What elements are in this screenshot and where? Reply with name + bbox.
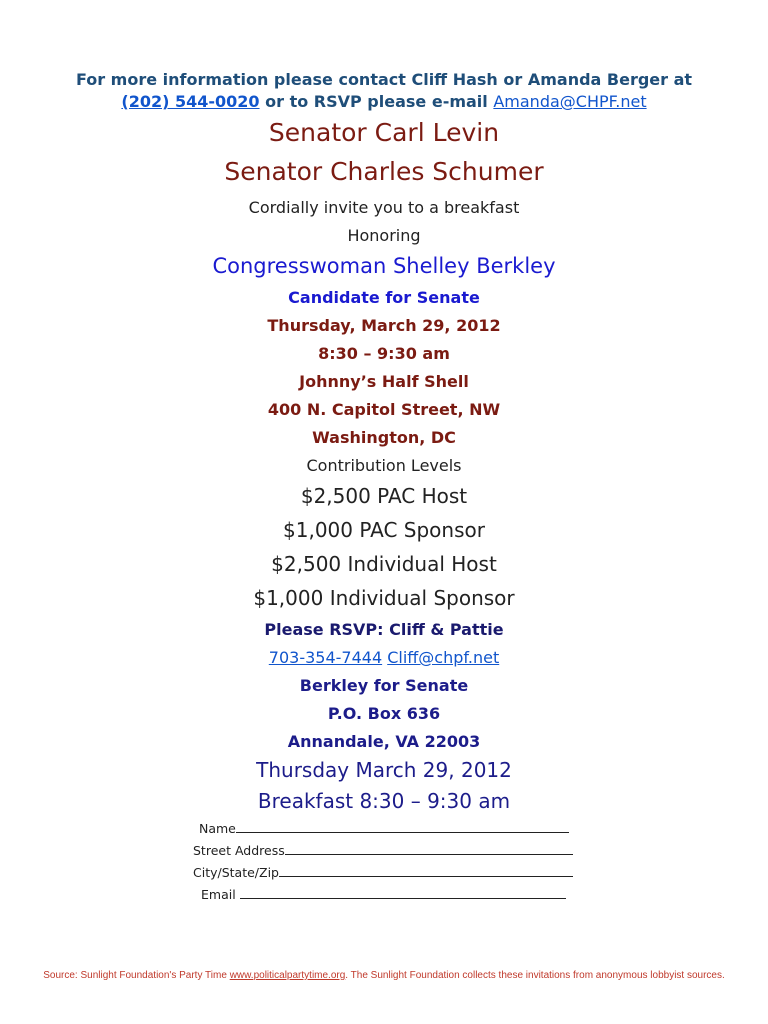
form-email-label: Email: [201, 887, 236, 902]
rsvp-email-link[interactable]: Cliff@chpf.net: [387, 648, 500, 667]
level-individual-host: $2,500 Individual Host: [271, 552, 497, 576]
host-2: Senator Charles Schumer: [224, 157, 544, 186]
mail-po-box: P.O. Box 636: [327, 704, 441, 723]
level-individual-sponsor: $1,000 Individual Sponsor: [253, 586, 515, 610]
rsvp-label: Please RSVP: Cliff & Pattie: [264, 620, 504, 639]
mail-org: Berkley for Senate: [299, 676, 469, 695]
summary-date: Thursday March 29, 2012: [256, 758, 512, 782]
level-pac-sponsor: $1,000 PAC Sponsor: [283, 518, 485, 542]
mail-city: Annandale, VA 22003: [287, 732, 481, 751]
form-email-row[interactable]: [201, 886, 566, 902]
candidate-label: Candidate for Senate: [288, 288, 480, 307]
contact-line: [0, 70, 768, 89]
form-name-field[interactable]: [236, 820, 569, 833]
contact-text: For more information please contact Cliff Hash or Amanda Berger at: [75, 70, 693, 89]
contact-email-link[interactable]: Amanda@CHPF.net: [493, 92, 647, 111]
form-name-label: Name: [199, 821, 236, 836]
event-city: Washington, DC: [312, 428, 456, 447]
contact-middle-text: or to RSVP please e-mail: [259, 92, 494, 111]
form-city-row[interactable]: [193, 864, 573, 880]
source-footer: [0, 970, 768, 981]
form-street-row[interactable]: [193, 842, 573, 858]
footer-link[interactable]: www.politicalpartytime.org: [229, 970, 346, 981]
honoree: Congresswoman Shelley Berkley: [212, 254, 556, 278]
invite-line: Cordially invite you to a breakfast: [248, 198, 520, 217]
footer-suffix: . The Sunlight Foundation collects these invitations from anonymous lobbyist sources.: [345, 970, 725, 981]
form-street-label: Street Address: [193, 843, 285, 858]
honoring-label: Honoring: [347, 226, 421, 245]
form-city-field[interactable]: [279, 864, 573, 877]
rsvp-contact: [0, 648, 768, 667]
form-email-field[interactable]: [240, 886, 566, 899]
form-street-field[interactable]: [285, 842, 573, 855]
footer-prefix: Source: Sunlight Foundation's Party Time: [43, 970, 230, 981]
event-address: 400 N. Capitol Street, NW: [267, 400, 501, 419]
event-date: Thursday, March 29, 2012: [267, 316, 501, 335]
host-1: Senator Carl Levin: [268, 118, 500, 147]
rsvp-contact-line: [0, 92, 768, 111]
form-city-label: City/State/Zip: [193, 865, 279, 880]
rsvp-phone-link[interactable]: 703-354-7444: [268, 648, 383, 667]
event-time: 8:30 – 9:30 am: [318, 344, 450, 363]
summary-time: Breakfast 8:30 – 9:30 am: [257, 789, 511, 813]
form-name-row[interactable]: [199, 820, 569, 836]
contribution-heading: Contribution Levels: [306, 456, 462, 475]
contact-phone-link[interactable]: (202) 544-0020: [121, 92, 260, 111]
level-pac-host: $2,500 PAC Host: [300, 484, 468, 508]
event-venue: Johnny’s Half Shell: [299, 372, 469, 391]
